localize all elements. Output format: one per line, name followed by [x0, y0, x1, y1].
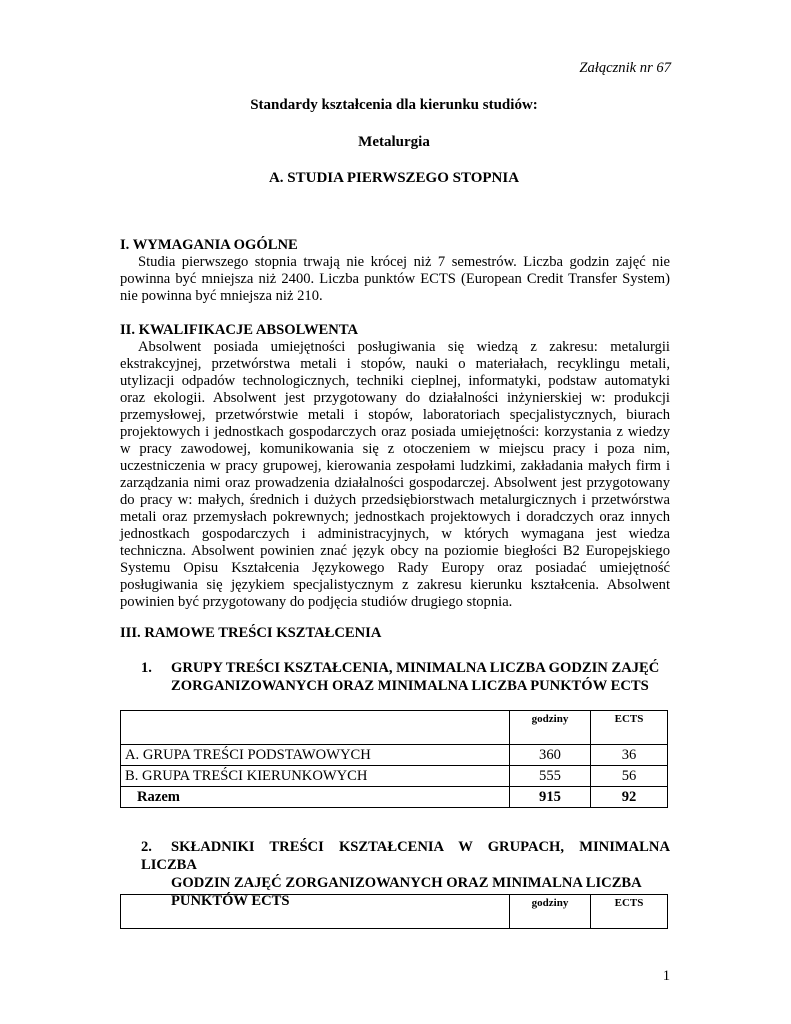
- subsection-1-heading: [141, 659, 670, 695]
- table-total-row: [121, 787, 668, 808]
- study-level-title: A. STUDIA PIERWSZEGO STOPNIA: [268, 170, 520, 186]
- section-general-requirements-heading: I. WYMAGANIA OGÓLNE: [120, 237, 298, 253]
- table-components-ects-header: ECTS: [591, 895, 668, 929]
- row-hours: 555: [510, 766, 591, 787]
- section-qualifications-heading: II. KWALIFIKACJE ABSOLWENTA: [120, 322, 359, 338]
- row-label: B. GRUPA TREŚCI KIERUNKOWYCH: [121, 766, 510, 787]
- table-components-hours-header: godziny: [510, 895, 591, 929]
- page-number: 1: [662, 968, 670, 984]
- table-groups: [120, 710, 668, 808]
- annex-label: Załącznik nr 67: [579, 60, 671, 76]
- subsection-2-line2: GODZIN ZAJĘĆ ZORGANIZOWANYCH ORAZ MINIMALNA LICZBA: [171, 875, 642, 891]
- section-qualifications-text: Absolwent posiada umiejętności posługiwania się wiedzą z zakresu: metalurgii ekstrakcyjnej, przetwórstwa metali i stopów, nauki o materiałach, recyklingu metali, utylizacji odpadów technologicznych, techniki cieplnej, informatyki, podstaw automatyki oraz ekologii. Absolwent jest przygotowany do działalności inżynierskiej w: produkcji przemysłowej, przetwórstwie metali i stopów, laboratoriach specjalistycznych, biurach projektowych i jednostkach gospodarczych oraz posiada umiejętności: korzystania z wiedzy w pracy zawodowej, komunikowania się z otoczeniem w miejscu pracy i poza nim, uczestniczenia w pracy grupowej, kierowania zespołami ludzkimi, zakładania małych firm i zarządzania nimi oraz prowadzenia działalności gospodarczej. Absolwent jest przygotowany do pracy w: małych, średnich i dużych przedsiębiorstwach metalurgicznych i przetwórstwa metali oraz przemysłach pokrewnych; jednostkach projektowych i doradczych oraz innych jednostkach gospodarczych i administracyjnych, w których wymagana jest wiedza techniczna. Absolwent powinien znać język obcy na poziomie biegłości B2 Europejskiego Systemu Opisu Kształcenia Językowego Rady Europy oraz posiadać umiejętność posługiwania się językiem specjalistycznym z zakresu kierunku kształcenia. Absolwent powinien być przygotowany do podjęcia studiów drugiego stopnia.: [120, 339, 670, 610]
- table-row: [121, 745, 668, 766]
- document-title: Standardy kształcenia dla kierunku studiów:: [250, 97, 538, 113]
- section-general-requirements-text: Studia pierwszego stopnia trwają nie krócej niż 7 semestrów. Liczba godzin zajęć nie powinna być mniejsza niż 2400. Liczba punktów ECTS (European Credit Transfer System) nie powinna być mniejsza niż 210.: [120, 254, 670, 304]
- row-ects: 56: [591, 766, 668, 787]
- row-label: A. GRUPA TREŚCI PODSTAWOWYCH: [121, 745, 510, 766]
- table-row: [121, 766, 668, 787]
- table-components: [120, 894, 668, 929]
- table-groups-ects-header: ECTS: [591, 711, 668, 745]
- total-hours: 915: [510, 787, 591, 808]
- subsection-1-line1: GRUPY TREŚCI KSZTAŁCENIA, MINIMALNA LICZBA GODZIN ZAJĘĆ: [171, 660, 660, 676]
- total-ects: 92: [591, 787, 668, 808]
- field-of-study-title: Metalurgia: [358, 134, 430, 150]
- subsection-2-number: 2.: [141, 839, 152, 855]
- subsection-1-line2: ZORGANIZOWANYCH ORAZ MINIMALNA LICZBA PUNKTÓW ECTS: [171, 678, 649, 694]
- subsection-2-line3: PUNKTÓW ECTS: [171, 893, 290, 909]
- subsection-2-line1: SKŁADNIKI TREŚCI KSZTAŁCENIA W GRUPACH, MINIMALNA LICZBA: [141, 839, 670, 873]
- section-framework-heading: III. RAMOWE TREŚCI KSZTAŁCENIA: [120, 625, 382, 641]
- subsection-1-number: 1.: [141, 660, 152, 676]
- total-label: Razem: [121, 787, 510, 808]
- row-ects: 36: [591, 745, 668, 766]
- table-groups-hours-header: godziny: [510, 711, 591, 745]
- row-hours: 360: [510, 745, 591, 766]
- table-groups-blank-header: [121, 711, 510, 745]
- table-components-blank-header: [121, 895, 510, 929]
